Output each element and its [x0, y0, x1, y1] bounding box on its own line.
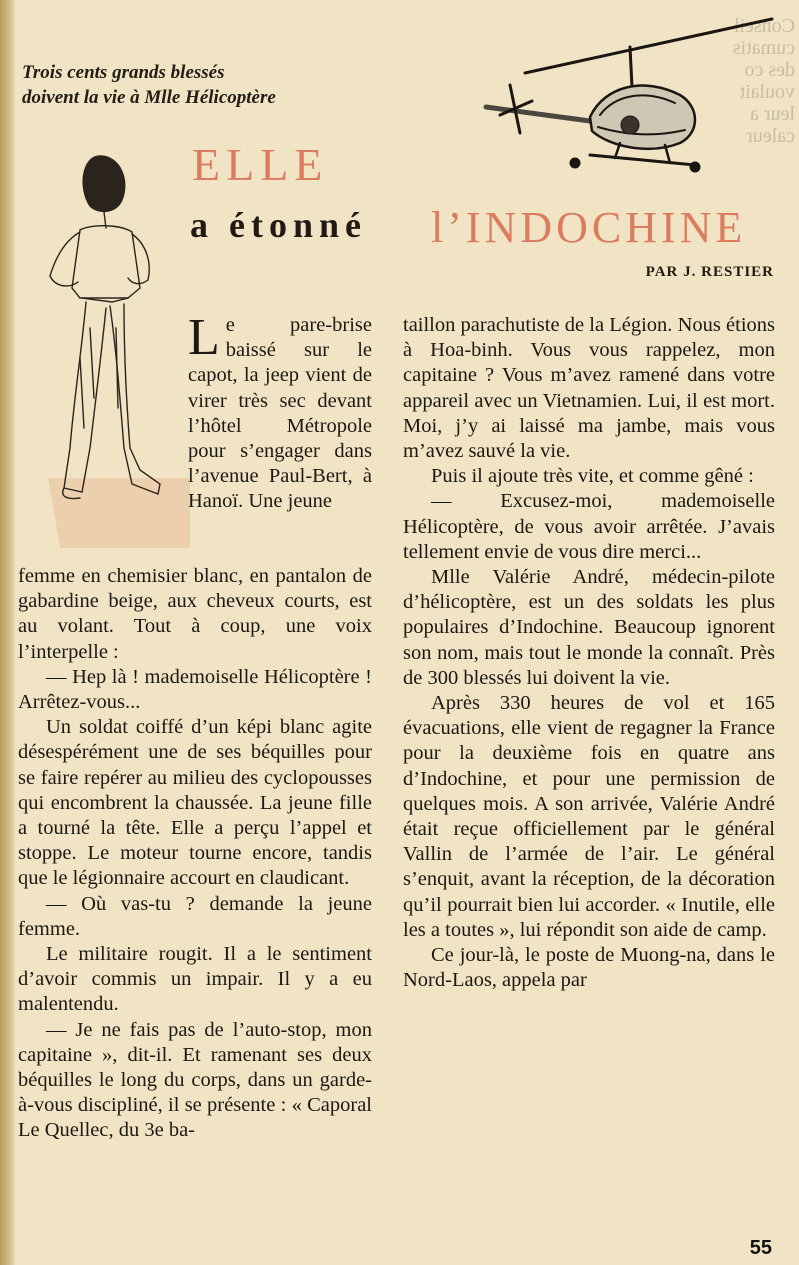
article-column-left-wrapped — [188, 309, 372, 515]
title-indochine: l’INDOCHINE — [431, 203, 747, 252]
byline: PAR J. RESTIER — [645, 264, 774, 280]
paragraph: Ce jour-là, le poste de Muong-na, dans le Nord-Laos, appela par — [403, 944, 775, 992]
helicopter-illustration — [480, 15, 780, 180]
kicker — [22, 60, 276, 110]
paragraph: Un soldat coiffé d’un képi blanc agite désespérément une de ses béquilles pour se faire repérer au milieu des cyclopousses qui encombrent la chaussée. La jeune fille a tourné la tête. Elle a perçu l’appel et stoppe. Le moteur tourne encore, tandis que le légionnaire accourt en claudicant. — [18, 716, 372, 890]
kicker-line-1: Trois cents grands blessés — [22, 62, 225, 83]
article-column-right — [403, 313, 775, 993]
page-gutter-shadow — [0, 0, 16, 1265]
paragraph: Mlle Valérie André, médecin-pilote d’hélicoptère, est un des soldats les plus populaires d’Indochine. Beaucoup ignorent son nom, mais tout le monde la connaît. Près de 300 blessés lui doivent la vie. — [403, 566, 775, 689]
paragraph: — Je ne fais pas de l’auto-stop, mon capitaine », dit-il. Et ramenant ses deux béquilles le long du corps, dans un garde-à-vous discipliné, il se présente : « Caporal Le Quellec, du 3e ba- — [18, 1018, 372, 1142]
page-number: 55 — [749, 1237, 772, 1259]
paragraph: Puis il ajoute très vite, et comme gêné : — [431, 465, 754, 488]
paragraph: taillon parachutiste de la Légion. Nous étions à Hoa-binh. Vous vous rappelez, mon capitaine ? Vous m’avez ramené dans votre appareil avec un Vietnamien. Lui, il est mort. Moi, j’y ai laissé ma jambe, mais vous m’avez sauvé la vie. — [403, 314, 775, 463]
paragraph: — Où vas-tu ? demande la jeune femme. — [18, 892, 372, 940]
title-a-etonne: a étonné — [190, 205, 367, 245]
title-elle: ELLE — [192, 139, 329, 190]
paragraph: femme en chemisier blanc, en pantalon de gabardine beige, aux cheveux courts, est au volant. Tout à coup, une voix l’interpelle : — [18, 565, 372, 663]
lead-paragraph-start: e pare-brise baissé sur le capot, la jeep vient de virer très sec devant l’hôtel Métropole pour s’engager dans l’avenue Paul-Bert, à Hanoï. Une jeune — [188, 314, 372, 513]
article-column-left — [18, 564, 372, 1144]
drop-cap: L — [188, 309, 220, 366]
woman-sketch-illustration — [20, 148, 190, 548]
paragraph: — Hep là ! mademoiselle Hélicoptère ! Arrêtez-vous... — [18, 665, 372, 714]
bleed-through-text: Conseil cumatis des co voulait leur a caleur — [732, 15, 795, 147]
paragraph: — Excusez-moi, mademoiselle Hélicoptère, de vous avoir arrêtée. J’avais tellement envie de vous dire merci... — [403, 490, 775, 563]
paragraph: Le militaire rougit. Il a le sentiment d’avoir commis un impair. Il y a eu malentendu. — [18, 943, 372, 1016]
paragraph: Après 330 heures de vol et 165 évacuations, elle vient de regagner la France pour la deuxième fois en quatre ans d’Indochine, et pour une permission de quelques mois. A son arrivée, Valérie André était reçue officiellement par le général Vallin de l’armée de l’air. Le général s’enquit, avant la réception, de la décoration qu’il pourrait bien lui accorder. « Inutile, elle les a toutes », lui répondit son aide de camp. — [403, 692, 775, 941]
kicker-line-2: doivent la vie à Mlle Hélicoptère — [22, 87, 276, 108]
